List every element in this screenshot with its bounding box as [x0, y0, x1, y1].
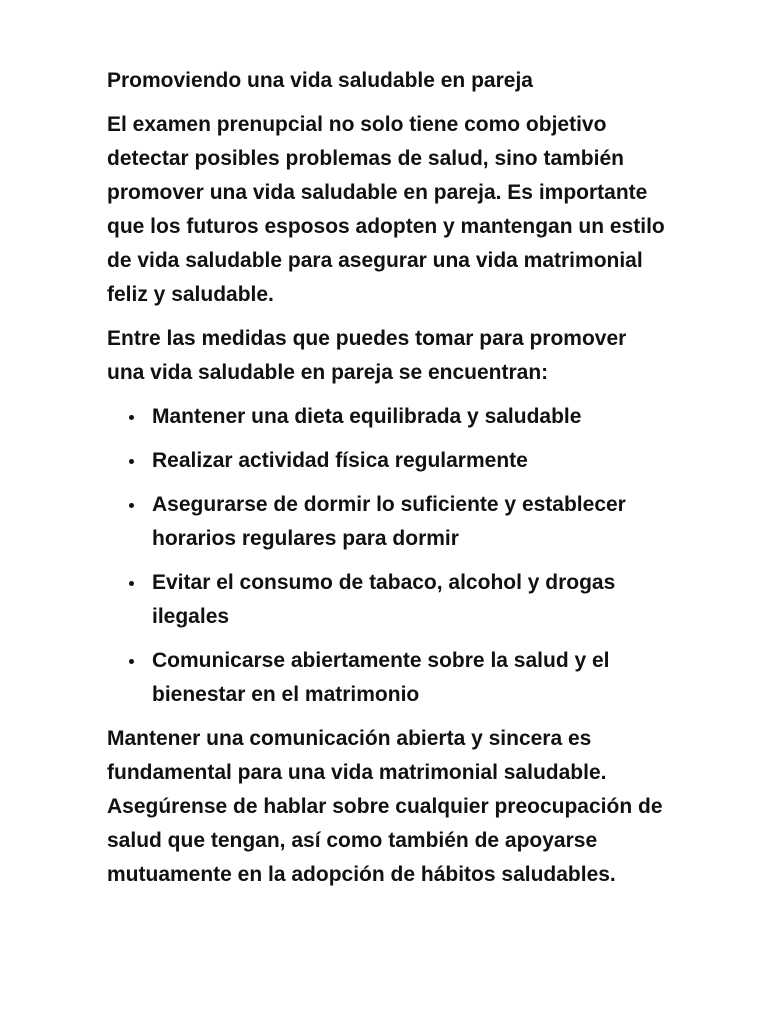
bullet-icon — [129, 459, 134, 464]
list-item — [107, 644, 667, 712]
list-item — [107, 400, 667, 434]
list-item — [107, 566, 667, 634]
list-item-text: Evitar el consumo de tabaco, alcohol y drogas ilegales — [152, 571, 616, 628]
healthy-habits-list — [107, 400, 667, 712]
bullet-icon — [129, 581, 134, 586]
list-item-text: Mantener una dieta equilibrada y saludable — [152, 405, 582, 428]
bullet-icon — [129, 503, 134, 508]
list-item-text: Realizar actividad física regularmente — [152, 449, 528, 472]
list-item — [107, 444, 667, 478]
bullet-icon — [129, 659, 134, 664]
measures-intro-paragraph: Entre las medidas que puedes tomar para promover una vida saludable en pareja se encuentran: — [107, 327, 627, 384]
closing-paragraph: Mantener una comunicación abierta y sincera es fundamental para una vida matrimonial saludable. Asegúrense de hablar sobre cualquier preocupación de salud que tengan, así como también de apoyarse mutuamente en la adopción de hábitos saludables. — [107, 727, 663, 886]
document-title: Promoviendo una vida saludable en pareja — [107, 69, 533, 92]
list-item — [107, 488, 667, 556]
bullet-icon — [129, 415, 134, 420]
list-item-text: Comunicarse abiertamente sobre la salud y el bienestar en el matrimonio — [152, 649, 610, 706]
document-page — [107, 64, 667, 902]
intro-paragraph: El examen prenupcial no solo tiene como objetivo detectar posibles problemas de salud, sino también promover una vida saludable en pareja. Es importante que los futuros esposos adopten y mantengan un estilo de vida saludable para asegurar una vida matrimonial feliz y saludable. — [107, 113, 665, 306]
list-item-text: Asegurarse de dormir lo suficiente y establecer horarios regulares para dormir — [152, 493, 626, 550]
